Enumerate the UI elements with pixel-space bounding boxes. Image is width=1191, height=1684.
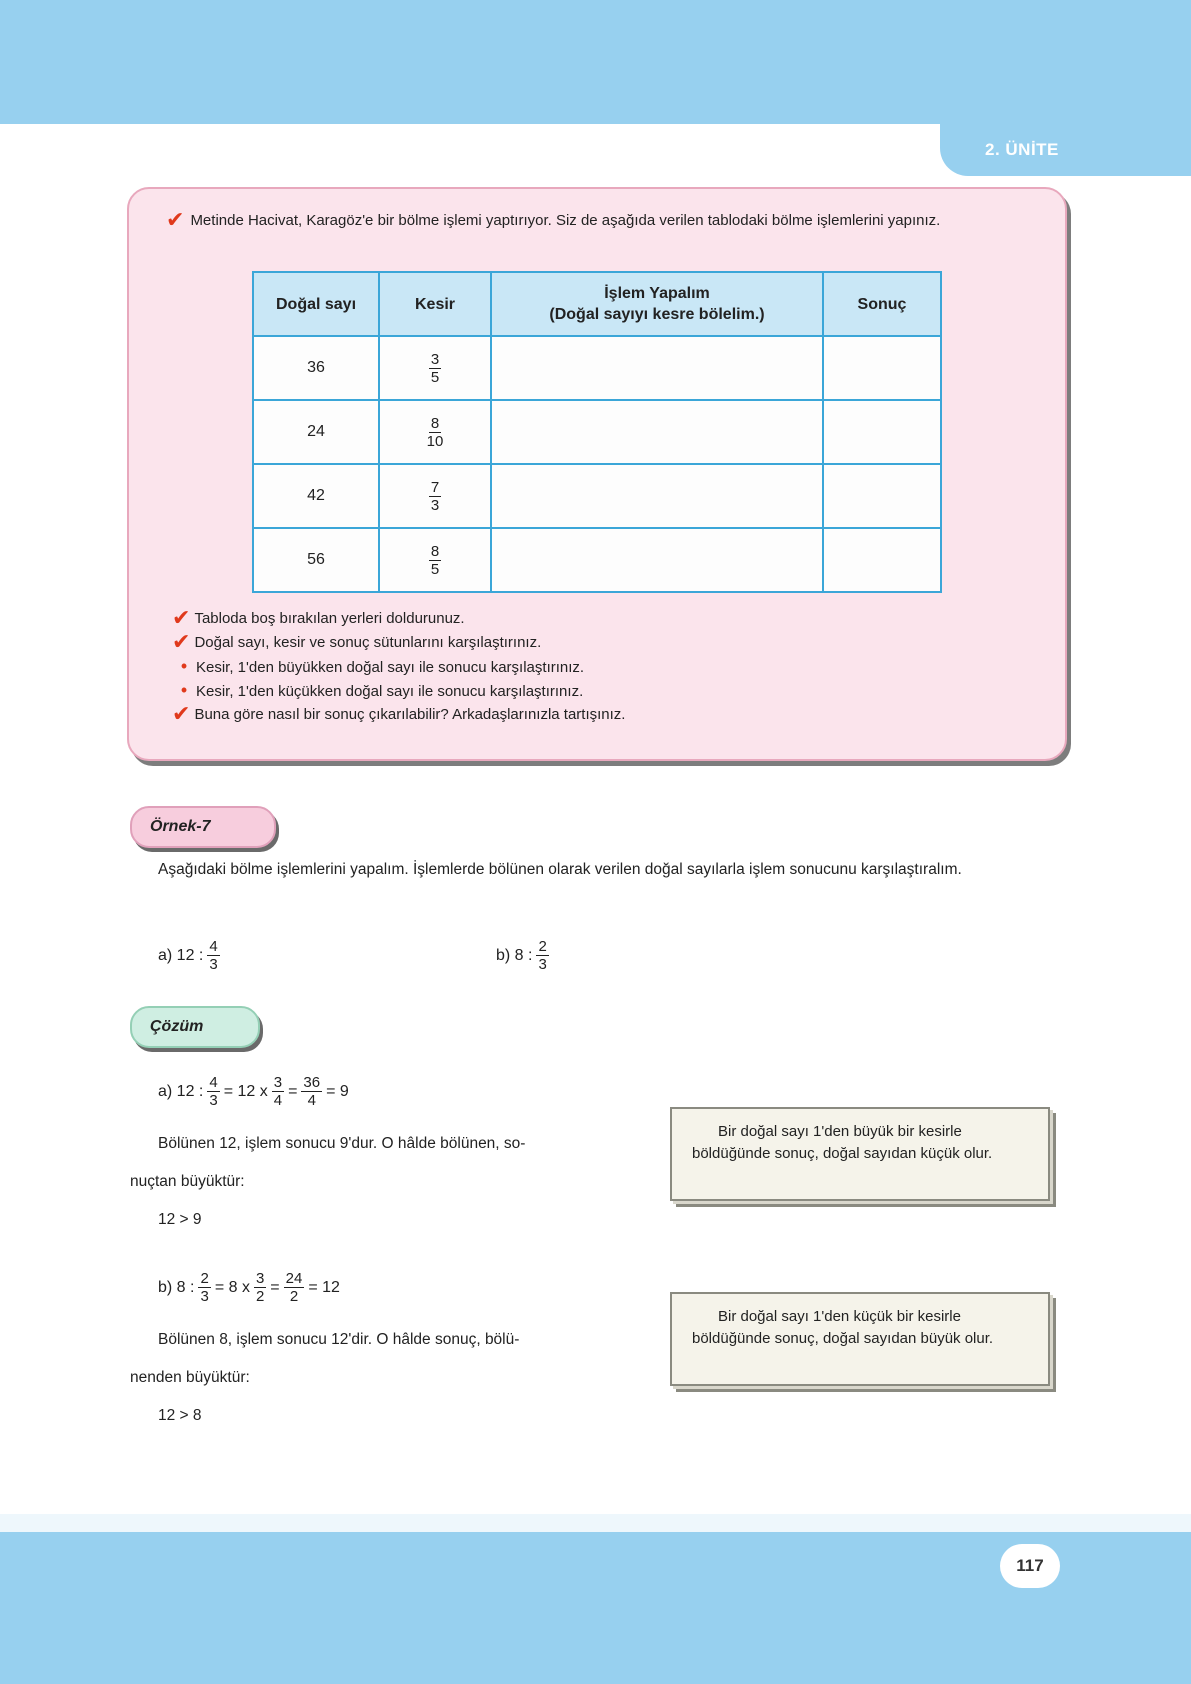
fraction	[429, 543, 441, 578]
intro-text: Metinde Hacivat, Karagöz'e bir bölme işlemi yaptırıyor. Siz de aşağıda verilen tablodaki bölme işlemlerini yapınız.	[190, 212, 941, 229]
fraction	[429, 351, 441, 386]
header-band	[0, 0, 1191, 124]
task-text: Doğal sayı, kesir ve sonuç sütunlarını karşılaştırınız.	[194, 634, 542, 651]
note-text: Bir doğal sayı 1'den küçük bir kesirle böldüğünde sonuç, doğal sayıdan büyük olur.	[692, 1308, 994, 1347]
header-natural: Doğal sayı	[253, 272, 379, 336]
natural-cell: 24	[253, 400, 379, 464]
fraction	[272, 1074, 284, 1109]
fraction-cell	[379, 464, 491, 528]
unit-label: 2. ÜNİTE	[985, 140, 1059, 159]
result-cell[interactable]	[823, 400, 941, 464]
fraction-cell	[379, 336, 491, 400]
denominator: 10	[426, 432, 444, 450]
fraction	[425, 415, 446, 450]
numerator: 3	[273, 1074, 283, 1091]
footer-fade	[0, 1514, 1191, 1532]
denominator: 3	[209, 956, 218, 973]
task-item	[172, 606, 1032, 630]
denominator: 3	[430, 496, 440, 514]
table-row	[253, 336, 941, 400]
solution-b-text2: nenden büyüktür:	[130, 1369, 250, 1386]
header-operation	[491, 272, 823, 336]
solution-b-expression	[158, 1270, 340, 1305]
checkmark-icon: ✔	[172, 629, 191, 654]
header-operation-sub: (Doğal sayıyı kesre bölelim.)	[549, 306, 765, 323]
numerator: 2	[200, 1270, 209, 1287]
fraction	[536, 938, 548, 973]
example-b	[496, 938, 549, 973]
expr-text: b) 8 :	[496, 946, 533, 964]
numerator: 8	[430, 414, 440, 432]
expr-text: =	[288, 1082, 298, 1100]
solution-b-text1: Bölünen 8, işlem sonucu 12'dir. O hâlde sonuç, bölü-	[158, 1331, 520, 1348]
numerator: 3	[430, 350, 440, 368]
denominator: 2	[289, 1288, 299, 1305]
task-item	[172, 702, 1032, 726]
fraction	[254, 1270, 266, 1305]
denominator: 3	[200, 1288, 209, 1305]
denominator: 3	[209, 1092, 218, 1109]
header-fraction: Kesir	[379, 272, 491, 336]
checkmark-icon: ✔	[172, 605, 191, 630]
operation-cell[interactable]	[491, 464, 823, 528]
task-text: Kesir, 1'den küçükken doğal sayı ile sonucu karşılaştırınız.	[196, 683, 584, 700]
denominator: 4	[307, 1092, 316, 1109]
expr-text: a) 12 :	[158, 946, 204, 964]
table-row	[253, 528, 941, 592]
denominator: 4	[273, 1092, 283, 1109]
result-cell[interactable]	[823, 336, 941, 400]
numerator: 24	[285, 1270, 303, 1287]
header-result: Sonuç	[823, 272, 941, 336]
solution-a-text2: nuçtan büyüktür:	[130, 1173, 245, 1190]
task-text: Kesir, 1'den büyükken doğal sayı ile sonucu karşılaştırınız.	[196, 659, 585, 676]
checkmark-icon: ✔	[172, 701, 191, 726]
bullet-icon: •	[180, 680, 188, 700]
expr-text: =	[270, 1278, 280, 1296]
header-curve	[880, 124, 940, 176]
unit-tab	[940, 124, 1191, 176]
task-item	[172, 654, 1032, 678]
expr-text: = 9	[326, 1082, 349, 1100]
natural-cell: 36	[253, 336, 379, 400]
task-item	[172, 678, 1032, 702]
operation-cell[interactable]	[491, 400, 823, 464]
fraction	[301, 1074, 322, 1109]
fraction-cell	[379, 400, 491, 464]
task-text: Tabloda boş bırakılan yerleri doldurunuz.	[194, 610, 465, 627]
solution-a-compare: 12 > 9	[158, 1211, 202, 1228]
solution-a-expression	[158, 1074, 349, 1109]
numerator: 4	[209, 1074, 218, 1091]
numerator: 8	[430, 542, 440, 560]
solution-tag: Çözüm	[130, 1006, 260, 1048]
table-row	[253, 400, 941, 464]
task-list	[172, 606, 1032, 726]
rule-note	[670, 1292, 1050, 1386]
fraction	[207, 938, 219, 973]
table-header-row	[253, 272, 941, 336]
fraction	[198, 1270, 210, 1305]
numerator: 7	[430, 478, 440, 496]
expr-text: = 8 x	[214, 1278, 250, 1296]
denominator: 5	[430, 368, 440, 386]
expr-text: a) 12 :	[158, 1082, 204, 1100]
page-number: 117	[1000, 1544, 1060, 1588]
solution-b-compare: 12 > 8	[158, 1407, 202, 1424]
operation-cell[interactable]	[491, 528, 823, 592]
checkmark-icon: ✔	[166, 207, 185, 232]
task-text: Buna göre nasıl bir sonuç çıkarılabilir? Arkadaşlarınızla tartışınız.	[194, 706, 626, 723]
bullet-icon: •	[180, 656, 188, 676]
expr-text: b) 8 :	[158, 1278, 195, 1296]
numerator: 4	[209, 938, 218, 955]
expr-text: = 12	[308, 1278, 340, 1296]
denominator: 3	[538, 956, 547, 973]
denominator: 5	[430, 560, 440, 578]
expr-text: = 12 x	[223, 1082, 268, 1100]
solution-a-text1: Bölünen 12, işlem sonucu 9'dur. O hâlde bölünen, so-	[158, 1135, 526, 1152]
fraction-cell	[379, 528, 491, 592]
result-cell[interactable]	[823, 464, 941, 528]
example-text: Aşağıdaki bölme işlemlerini yapalım. İşlemlerde bölünen olarak verilen doğal sayılarla işlem sonucunu karşılaştıralım.	[158, 861, 962, 878]
fraction	[207, 1074, 219, 1109]
fraction	[429, 479, 441, 514]
numerator: 3	[255, 1270, 265, 1287]
result-cell[interactable]	[823, 528, 941, 592]
numerator: 2	[538, 938, 547, 955]
note-text: Bir doğal sayı 1'den büyük bir kesirle böldüğünde sonuç, doğal sayıdan küçük olur.	[692, 1123, 993, 1162]
example-tag: Örnek-7	[130, 806, 276, 848]
natural-cell: 56	[253, 528, 379, 592]
activity-intro	[166, 208, 1046, 233]
table-row	[253, 464, 941, 528]
natural-cell: 42	[253, 464, 379, 528]
fraction	[284, 1270, 305, 1305]
header-operation-title: İşlem Yapalım	[604, 285, 710, 302]
task-item	[172, 630, 1032, 654]
example-a	[158, 938, 220, 973]
operation-cell[interactable]	[491, 336, 823, 400]
numerator: 36	[303, 1074, 321, 1091]
division-table	[252, 271, 942, 593]
rule-note	[670, 1107, 1050, 1201]
denominator: 2	[255, 1288, 265, 1305]
